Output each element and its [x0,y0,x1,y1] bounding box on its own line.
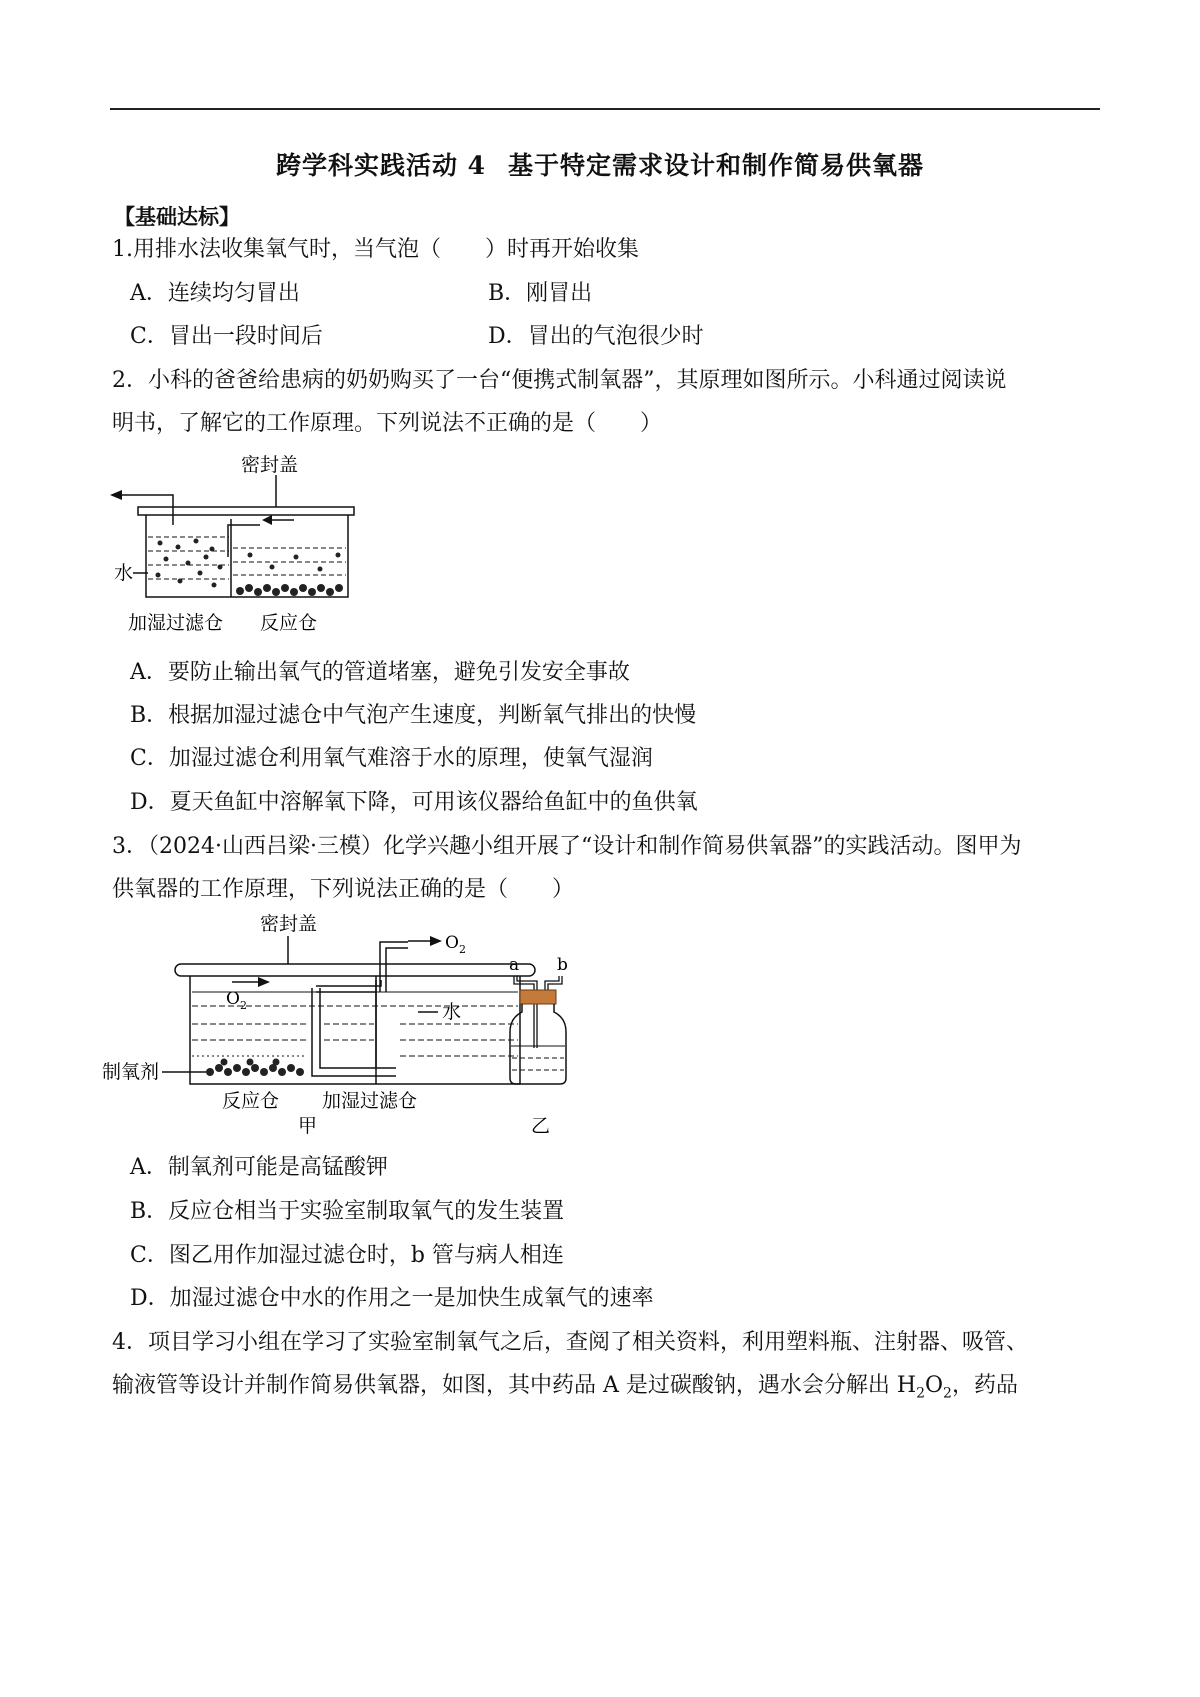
q3-o2-inner: $O_2$ [226,989,247,1012]
q3-reaction-chamber-label: 反应仓 [222,1090,280,1112]
q3-agent-label: 制氧剂 [102,1061,160,1083]
q3-stem-line1: 3．（2024·山西吕梁·三模）化学兴趣小组开展了“设计和制作简易供氧器”的实践活动。图甲为 [112,834,1022,859]
q1-stem: 1.用排水法收集氧气时，当气泡（ ）时再开始收集 [112,237,639,262]
q3-caption-yi: 乙 [531,1115,551,1137]
q3-tube-b-label: b [557,955,568,975]
title-left: 跨学科实践活动 4 [275,151,487,180]
q1-option-a: A．连续均匀冒出 [130,281,300,306]
q3-option-c: C．图乙用作加湿过滤仓时，b 管与病人相连 [130,1243,564,1268]
q2-option-b: B．根据加湿过滤仓中气泡产生速度，判断氧气排出的快慢 [130,703,697,728]
q3-option-a: A．制氧剂可能是高锰酸钾 [130,1155,388,1180]
q2-flow-arrow [262,515,272,525]
q3-water-label: 水 [442,1001,462,1023]
q3-filter-chamber-label: 加湿过滤仓 [322,1090,418,1112]
q2-stem-line2: 明书，了解它的工作原理。下列说法不正确的是（ ） [112,411,663,436]
q1-option-d: D．冒出的气泡很少时 [488,324,704,349]
q3-outlet-arrow [430,936,442,946]
q2-bubbles [156,539,341,588]
q2-option-d: D．夏天鱼缸中溶解氧下降，可用该仪器给鱼缸中的鱼供氧 [130,790,698,815]
q2-water-label: 水 [114,562,134,584]
q3-oxygen-supplier-diagram [100,908,590,1138]
q3-caption-jia: 甲 [298,1115,318,1137]
q3-tube-a-label: a [509,955,520,975]
q3-agent-granules [206,1059,304,1077]
section-label: 【基础达标】 [114,204,240,229]
q2-lid-label: 密封盖 [241,454,299,476]
q2-option-c: C．加湿过滤仓利用氧气难溶于水的原理，使氧气湿润 [130,746,653,771]
page-title [0,146,1200,182]
q2-oxygen-generator-diagram [100,445,380,640]
q3-option-b: B．反应仓相当于实验室制取氧气的发生装置 [130,1199,565,1224]
title-right: 基于特定需求设计和制作简易供氧器 [508,151,925,180]
q1-option-c: C．冒出一段时间后 [130,324,323,349]
q3-option-d: D．加湿过滤仓中水的作用之一是加快生成氧气的速率 [130,1286,654,1311]
q3-rubber-stopper [520,990,556,1004]
q3-inner-arrow [258,977,270,987]
q1-option-b: B．刚冒出 [488,281,593,306]
q4-stem-line1: 4．项目学习小组在学习了实验室制氧气之后，查阅了相关资料，利用塑料瓶、注射器、吸管、 [112,1330,1029,1355]
q3-gas-washing-bottle [510,1004,566,1084]
q2-stem-line1: 2．小科的爸爸给患病的奶奶购买了一台“便携式制氧器”，其原理如图所示。小科通过阅读说 [112,368,1007,393]
q2-reagent-granules [236,584,343,596]
q2-option-a: A．要防止输出氧气的管道堵塞，避免引发安全事故 [130,660,630,685]
header-rule [110,108,1100,110]
q2-outlet-arrow [110,490,122,500]
q2-left-chamber-label: 加湿过滤仓 [128,612,224,634]
q3-o2-outlet: $O_2$ [445,933,466,956]
q2-right-chamber-label: 反应仓 [260,612,318,634]
q4-stem-line2: 输液管等设计并制作简易供氧器，如图，其中药品 A 是过碳酸钠，遇水会分解出 $H_2O_2$，药品 [112,1373,1018,1402]
q3-lid-label: 密封盖 [260,913,318,935]
q3-stem-line2: 供氧器的工作原理，下列说法正确的是（ ） [112,877,575,902]
